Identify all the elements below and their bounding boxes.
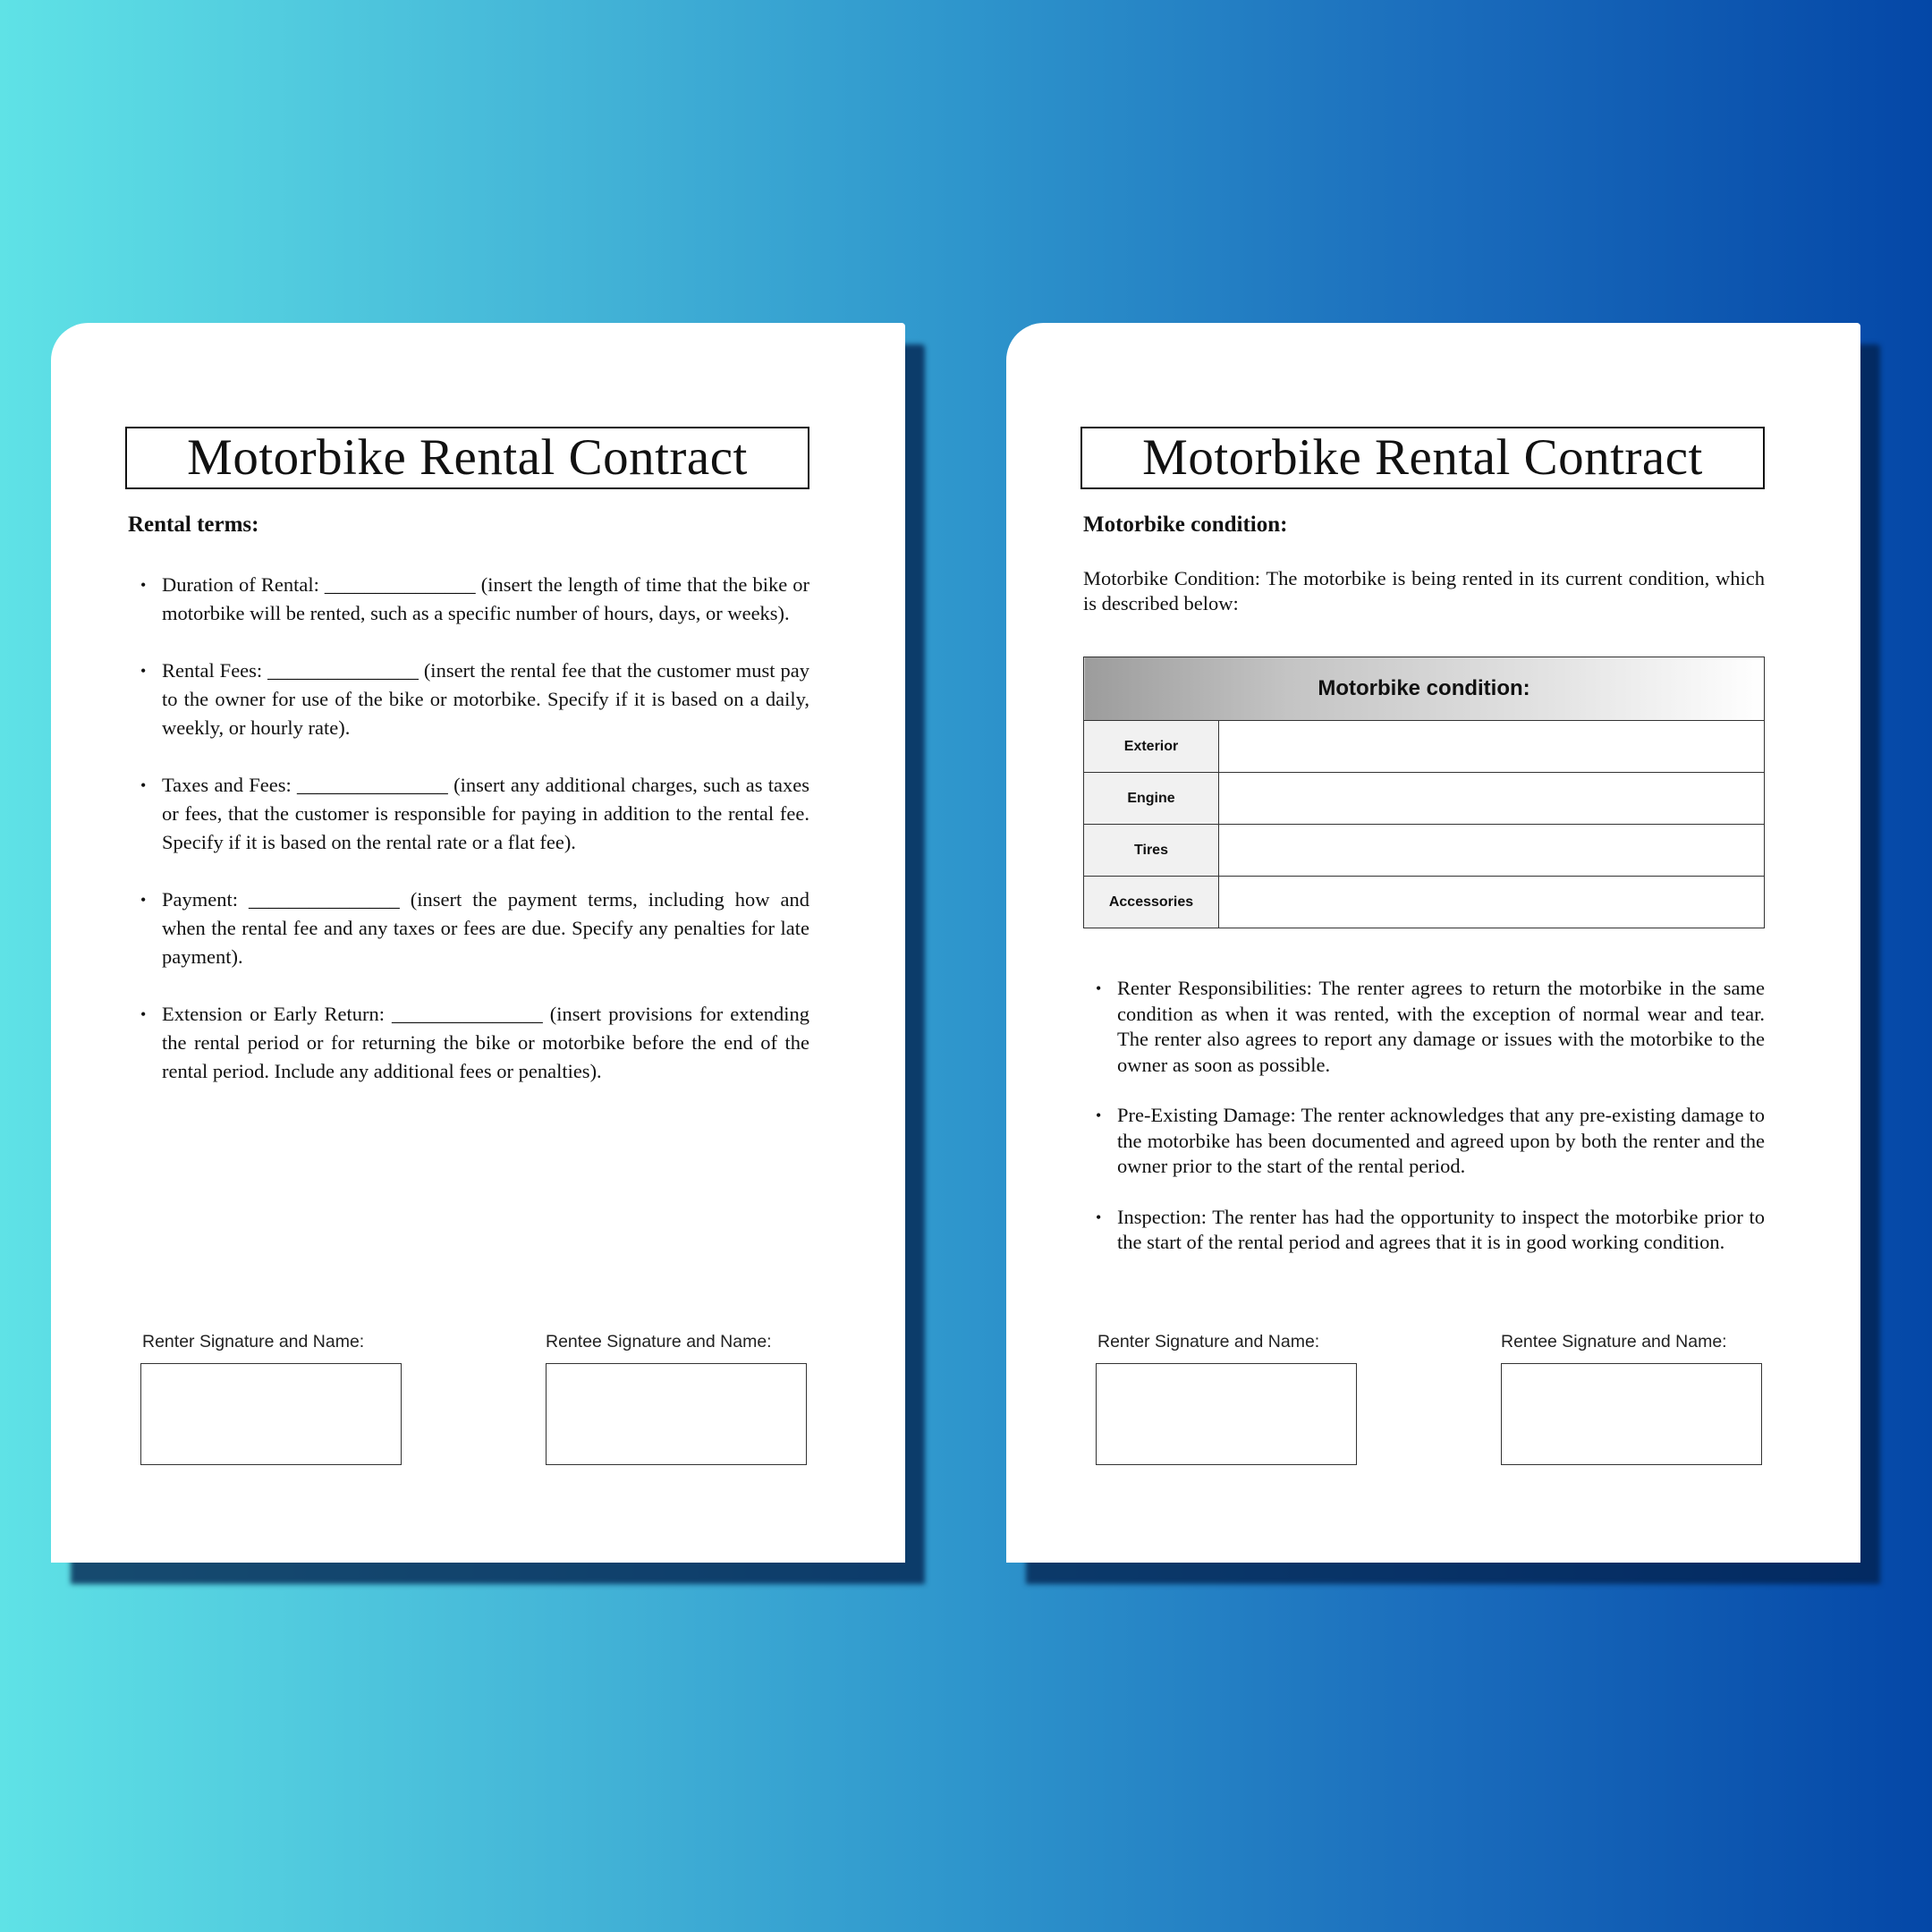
- rentee-signature-label: Rentee Signature and Name:: [1501, 1332, 1727, 1352]
- section-heading: Motorbike condition:: [1083, 513, 1288, 537]
- table-row: [1084, 825, 1765, 877]
- term-rental-fees: • Rental Fees: _______________ (insert the rental fee that the customer must pay to the owner for use of the bike or motorbike. Specify if it is based on a daily, weekly, or hourly rate).: [128, 657, 809, 742]
- page-title: Motorbike Rental Contract: [1080, 427, 1765, 489]
- rentee-signature-box[interactable]: [546, 1363, 807, 1465]
- item-renter-responsibilities: • Renter Responsibilities: The renter agrees to return the motorbike in the same condition as when it was rented, with the exception of normal wear and tear. The renter also agrees to report any damage or issues with the motorbike to the owner as soon as possible.: [1083, 976, 1765, 1078]
- term-payment: • Payment: _______________ (insert the payment terms, including how and when the rental fee and any taxes or fees are due. Specify any penalties for late payment).: [128, 886, 809, 971]
- rentee-signature-label: Rentee Signature and Name:: [546, 1332, 772, 1352]
- term-duration: • Duration of Rental: _______________ (insert the length of time that the bike or motorbike will be rented, such as a specific number of hours, days, or weeks).: [128, 571, 809, 628]
- row-label-tires: Tires: [1084, 825, 1219, 877]
- condition-intro: Motorbike Condition: The motorbike is being rented in its current condition, which is described below:: [1083, 567, 1765, 614]
- section-heading: Rental terms:: [128, 513, 259, 537]
- item-pre-existing-damage: • Pre-Existing Damage: The renter acknowledges that any pre-existing damage to the motorbike has been documented and agreed upon by both the renter and the owner prior to the start of the rental period.: [1083, 1103, 1765, 1180]
- contract-page-motorbike-condition: [1006, 323, 1860, 1563]
- rentee-signature-box[interactable]: [1501, 1363, 1762, 1465]
- renter-signature-box[interactable]: [140, 1363, 402, 1465]
- tires-input-cell[interactable]: [1219, 825, 1765, 877]
- term-extension: • Extension or Early Return: _______________ (insert provisions for extending the rental period or for returning the bike or motorbike before the end of the rental period. Include any additional fees or penalties).: [128, 1000, 809, 1086]
- table-row: [1084, 877, 1765, 928]
- table-row: [1084, 721, 1765, 773]
- renter-signature-label: Renter Signature and Name:: [142, 1332, 365, 1352]
- contract-page-rental-terms: [51, 323, 905, 1563]
- item-inspection: • Inspection: The renter has had the opportunity to inspect the motorbike prior to the start of the rental period and agrees that it is in good working condition.: [1083, 1205, 1765, 1256]
- condition-table: [1083, 657, 1765, 928]
- page-title: Motorbike Rental Contract: [125, 427, 809, 489]
- engine-input-cell[interactable]: [1219, 773, 1765, 825]
- row-label-engine: Engine: [1084, 773, 1219, 825]
- table-row: [1084, 773, 1765, 825]
- condition-table-header: Motorbike condition:: [1084, 657, 1765, 721]
- rental-terms-list: [128, 571, 809, 1114]
- accessories-input-cell[interactable]: [1219, 877, 1765, 928]
- row-label-accessories: Accessories: [1084, 877, 1219, 928]
- renter-signature-label: Renter Signature and Name:: [1097, 1332, 1320, 1352]
- row-label-exterior: Exterior: [1084, 721, 1219, 773]
- renter-signature-box[interactable]: [1096, 1363, 1357, 1465]
- exterior-input-cell[interactable]: [1219, 721, 1765, 773]
- condition-terms-list: [1083, 976, 1765, 1281]
- term-taxes-fees: • Taxes and Fees: _______________ (insert any additional charges, such as taxes or fees, that the customer is responsible for paying in addition to the rental fee. Specify if it is based on the rental rate or a flat fee).: [128, 771, 809, 857]
